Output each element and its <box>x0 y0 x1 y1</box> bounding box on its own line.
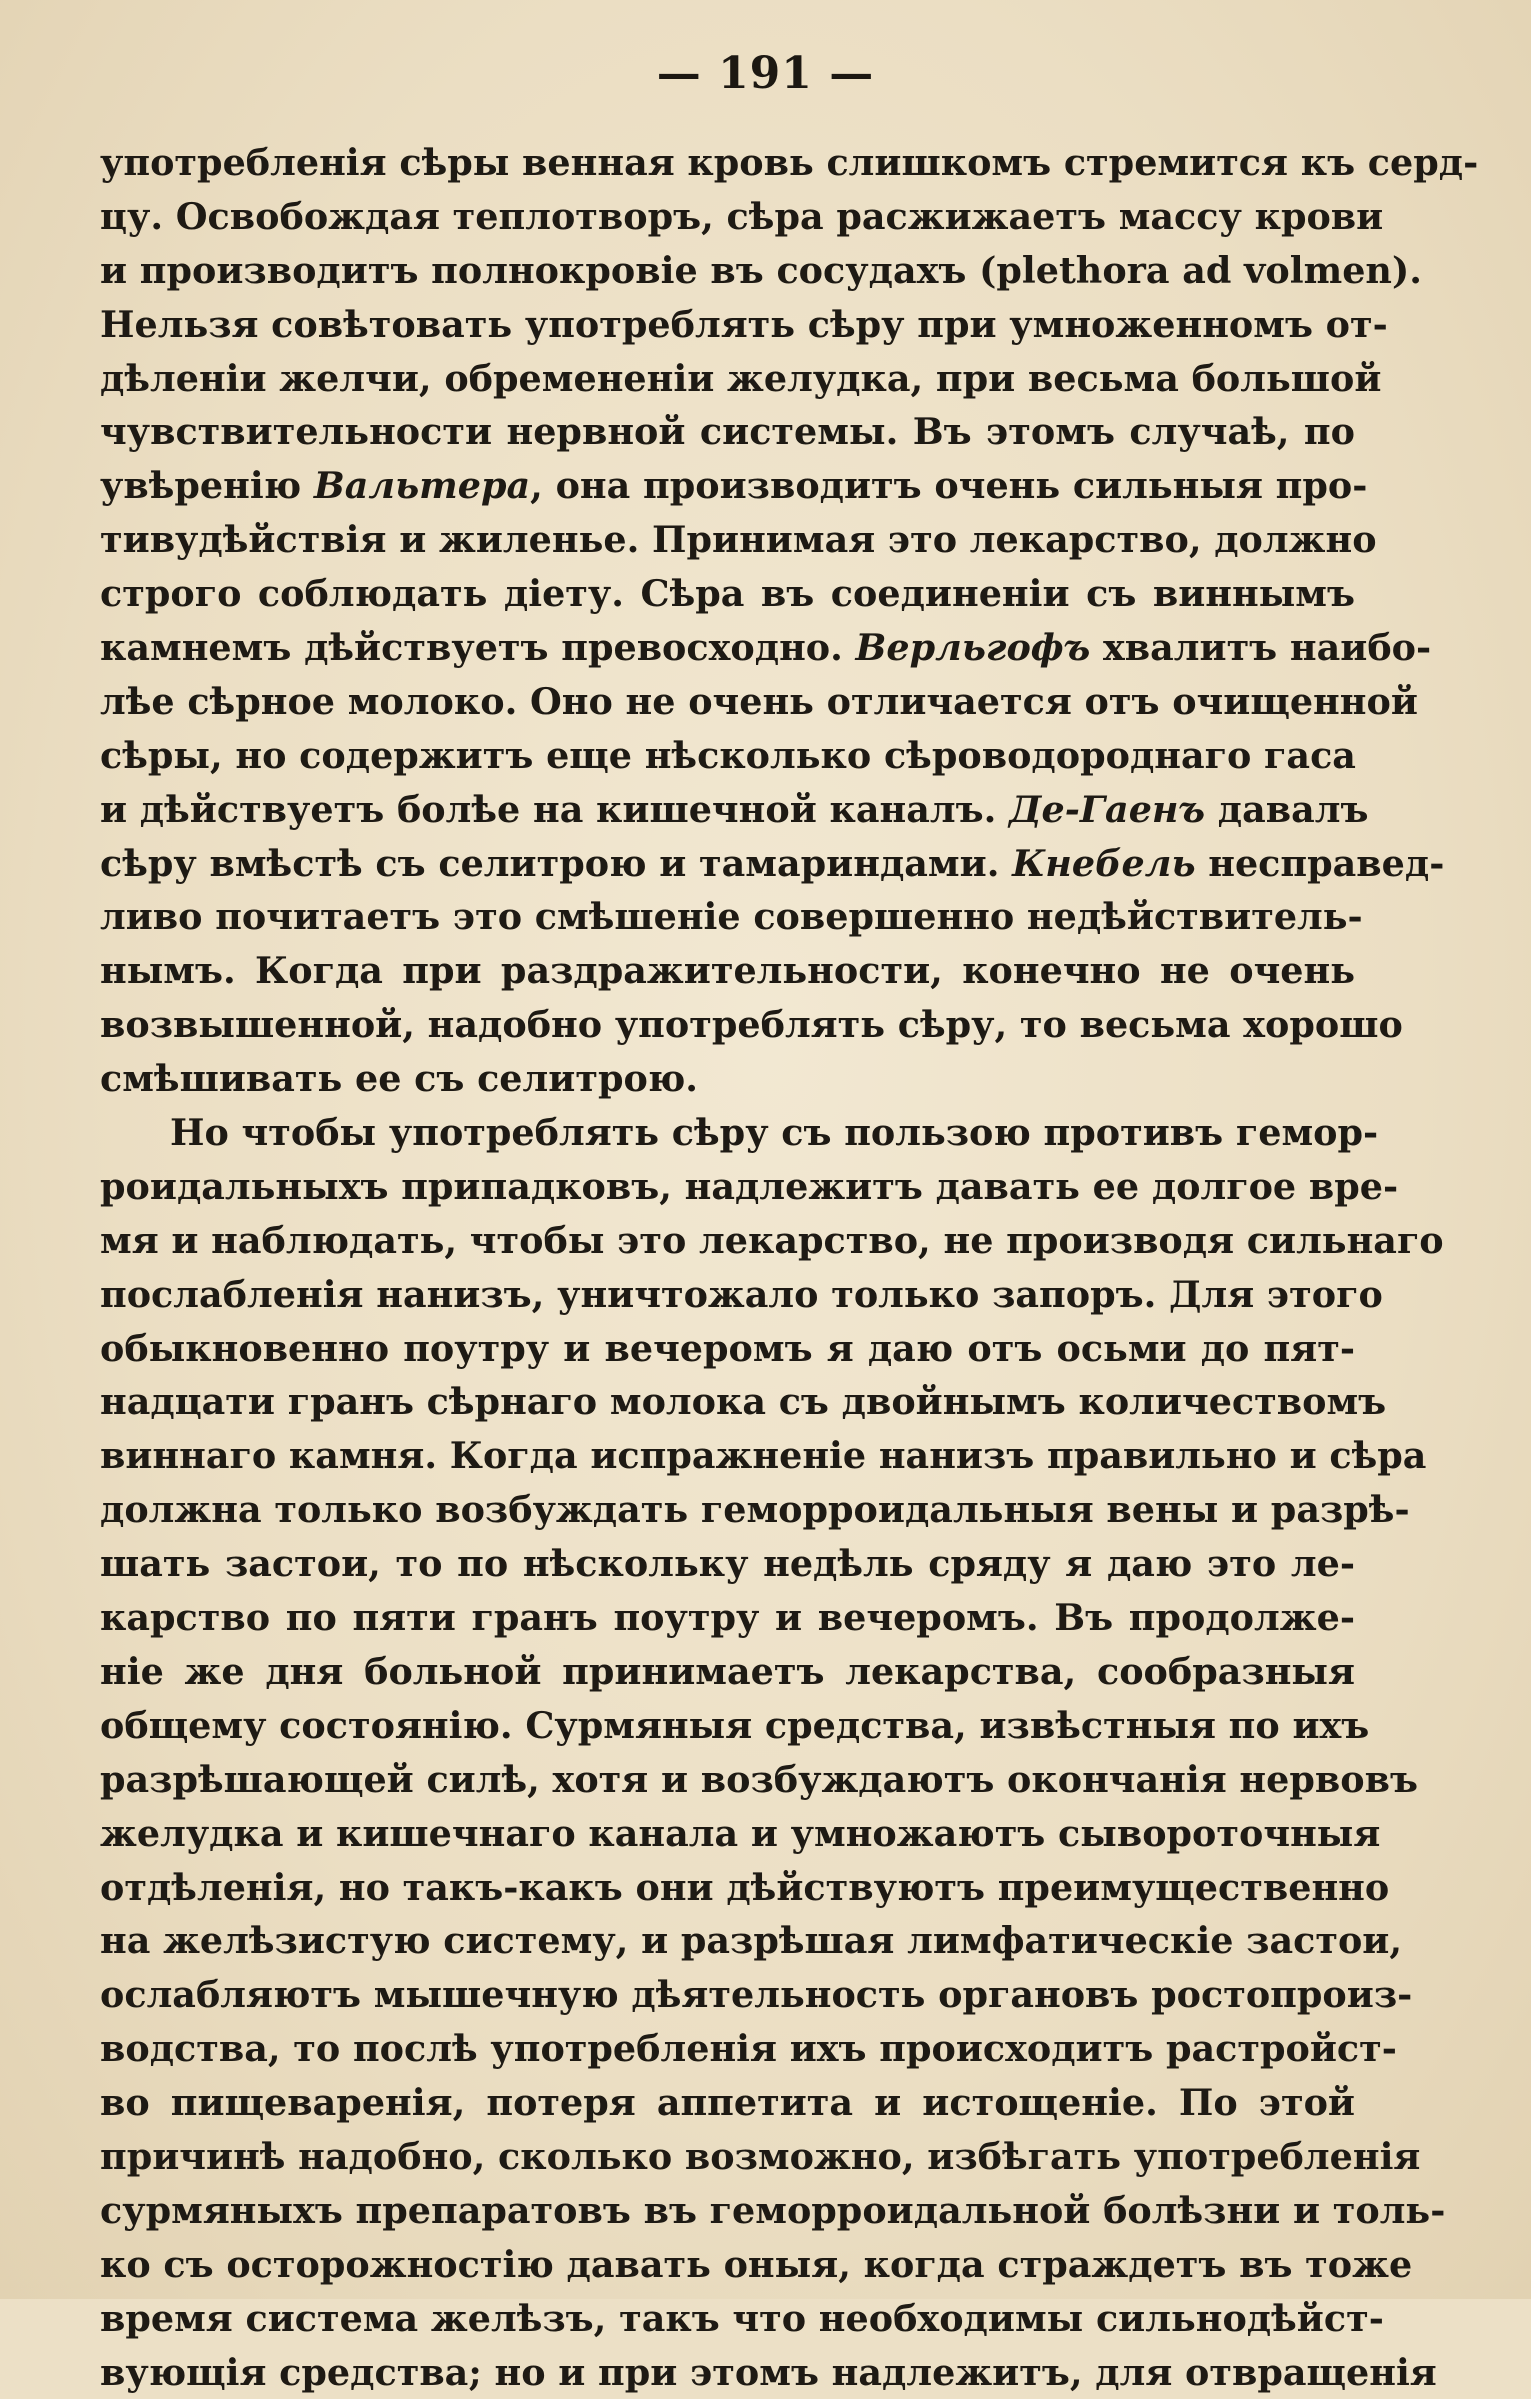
text-line: ко съ осторожностію давать оныя, когда страждетъ въ тоже <box>100 2242 1413 2286</box>
text-line: употребленія сѣры венная кровь слишкомъ стремится къ серд- <box>100 141 1479 184</box>
text-line: Нельзя совѣтовать употреблять сѣру при умноженномъ от- <box>100 302 1388 346</box>
text-line: послабленія нанизъ, уничтожало только запоръ. Для этого <box>100 1272 1383 1316</box>
text-line: виннаго камня. Когда испражненіе нанизъ правильно и сѣра <box>100 1434 1427 1478</box>
body-text <box>100 136 1479 2399</box>
text-line: карство по пяти гранъ поутру и вечеромъ. Въ продолже- <box>100 1596 1355 1640</box>
text-line: мя и наблюдать, чтобы это лекарство, не производя сильнаго <box>100 1218 1444 1262</box>
author-name: Верльгофъ <box>855 626 1091 670</box>
text-line: причинѣ надобно, сколько возможно, избѣгать употребленія <box>100 2134 1421 2178</box>
text-line: роидальныхъ припадковъ, надлежитъ давать ее долгое вре- <box>100 1164 1399 1208</box>
text-line: ніе же дня больной принимаетъ лекарства, сообразныя <box>100 1649 1355 1693</box>
text-line: сѣры, но содержитъ еще нѣсколько сѣроводороднаго гаса <box>100 733 1356 777</box>
text-line: смѣшивать ее съ селитрою. <box>100 1057 698 1101</box>
text-line: на желѣзистую систему, и разрѣшая лимфатическіе застои, <box>100 1919 1403 1963</box>
text-line: общему состоянію. Сурмяныя средства, извѣстныя по ихъ <box>100 1703 1370 1747</box>
author-name: Вальтера <box>313 464 531 508</box>
text-line: камнемъ дѣйствуетъ превосходно. Верльгофъ хвалитъ наибо- <box>100 626 1432 670</box>
page-number: — 191 — <box>656 48 875 99</box>
text-line: желудка и кишечнаго канала и умножаютъ сывороточныя <box>100 1811 1381 1855</box>
paragraph <box>100 136 1479 1106</box>
text-line: должна только возбуждать геморроидальныя вены и разрѣ- <box>100 1488 1410 1532</box>
text-line: строго соблюдать діету. Сѣра въ соединеніи съ виннымъ <box>100 572 1355 616</box>
text-line: цу. Освобождая теплотворъ, сѣра расжижаетъ массу крови <box>100 194 1384 238</box>
text-line: чувствительности нервной системы. Въ этомъ случаѣ, по <box>100 410 1355 454</box>
text-line: лѣе сѣрное молоко. Оно не очень отличается отъ очищенной <box>100 679 1418 723</box>
text-line: дѣленіи желчи, обремененіи желудка, при весьма большой <box>100 356 1382 400</box>
paragraph <box>100 1106 1446 2399</box>
text-line: шать застои, то по нѣскольку недѣль сряду я даю это ле- <box>100 1542 1355 1586</box>
text-line: время система желѣзъ, такъ что необходимы сильнодѣйст- <box>100 2296 1384 2340</box>
text-line: ослабляютъ мышечную дѣятельность органовъ ростопроиз- <box>100 1973 1413 2017</box>
text-line: и производитъ полнокровіе въ сосудахъ (plethora ad volmen). <box>100 248 1422 292</box>
text-line: надцати гранъ сѣрнаго молока съ двойнымъ количествомъ <box>100 1380 1387 1424</box>
text-line: вующія средства; но и при этомъ надлежитъ, для отвращенія <box>100 2350 1437 2394</box>
text-line: во пищеваренія, потеря аппетита и истощеніе. По этой <box>100 2081 1355 2125</box>
text-line: обыкновенно поутру и вечеромъ я даю отъ осьми до пят- <box>100 1326 1355 1370</box>
text-line: тивудѣйствія и жиленье. Принимая это лекарство, должно <box>100 518 1377 562</box>
author-name: Де-Гаенъ <box>1009 787 1206 831</box>
text-line: ливо почитаетъ это смѣшеніе совершенно недѣйствитель- <box>100 895 1363 939</box>
text-line: отдѣленія, но такъ-какъ они дѣйствуютъ преимущественно <box>100 1865 1390 1909</box>
text-line: возвышенной, надобно употреблять сѣру, то весьма хорошо <box>100 1003 1403 1047</box>
text-line: нымъ. Когда при раздражительности, конечно не очень <box>100 949 1355 993</box>
text-line: увѣренію Вальтера, она производитъ очень сильныя про- <box>100 464 1368 508</box>
text-line: разрѣшающей силѣ, хотя и возбуждаютъ окончанія нервовъ <box>100 1757 1418 1801</box>
text-line: сурмяныхъ препаратовъ въ геморроидальной болѣзни и толь- <box>100 2188 1446 2232</box>
text-line: Но чтобы употреблять сѣру съ пользою противъ гемор- <box>170 1111 1379 1155</box>
text-line: сѣру вмѣстѣ съ селитрою и тамариндами. Кнебель несправед- <box>100 841 1445 885</box>
text-line: водства, то послѣ употребленія ихъ происходитъ растройст- <box>100 2027 1397 2071</box>
text-line: и дѣйствуетъ болѣе на кишечной каналъ. Де-Гаенъ давалъ <box>100 787 1369 831</box>
author-name: Кнебель <box>1012 841 1196 885</box>
